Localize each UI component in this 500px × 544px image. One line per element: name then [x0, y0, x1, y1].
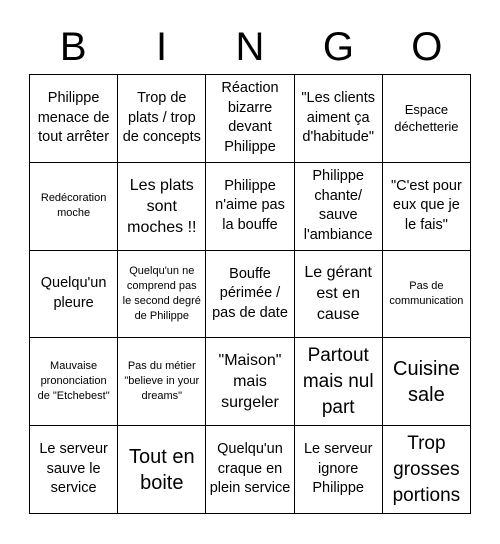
bingo-cell[interactable]: [206, 75, 294, 163]
cell-text: Le serveur ignore Philippe: [303, 441, 373, 497]
cell-text: Espace déchetterie: [394, 102, 459, 135]
bingo-cell[interactable]: [383, 251, 471, 339]
bingo-grid: [29, 74, 471, 514]
bingo-cell[interactable]: [383, 426, 471, 514]
cell-text: Trop de plats / trop de concepts: [122, 90, 201, 146]
cell-text: Les plats sont moches !!: [127, 176, 197, 236]
cell-text: "Maison" mais surgeler: [218, 352, 282, 412]
cell-text: "C'est pour eux que je le fais": [391, 177, 462, 233]
bingo-cell[interactable]: [30, 338, 118, 426]
header-letter-b: B: [59, 25, 87, 69]
header-letter-o: O: [411, 25, 443, 69]
bingo-cell[interactable]: [118, 426, 206, 514]
bingo-cell[interactable]: [206, 426, 294, 514]
cell-text: Quelqu'un craque en plein service: [209, 441, 291, 497]
bingo-cell[interactable]: [383, 338, 471, 426]
bingo-cell[interactable]: [118, 75, 206, 163]
bingo-cell[interactable]: [118, 163, 206, 251]
cell-text: Tout en boite: [128, 445, 195, 494]
cell-text: Quelqu'un pleure: [40, 275, 107, 311]
bingo-cell[interactable]: [383, 163, 471, 251]
cell-text: Trop grosses portions: [392, 432, 461, 506]
bingo-cell[interactable]: [295, 338, 383, 426]
cell-text: Bouffe périmée / pas de date: [212, 265, 288, 321]
cell-text: Partout mais nul part: [302, 344, 374, 418]
bingo-cell[interactable]: [295, 75, 383, 163]
bingo-cell[interactable]: [206, 338, 294, 426]
bingo-cell[interactable]: [30, 75, 118, 163]
cell-text: Réaction bizarre devant Philippe: [221, 80, 279, 155]
cell-text: Redécoration moche: [40, 192, 107, 220]
bingo-cell[interactable]: [206, 163, 294, 251]
cell-text: Pas du métier "believe in your dreams": [124, 360, 200, 403]
cell-text: Philippe chante/ sauve l'ambiance: [303, 168, 373, 243]
cell-text: "Les clients aiment ça d'habitude": [301, 90, 376, 146]
cell-text: Philippe menace de tout arrêter: [37, 90, 110, 146]
bingo-cell[interactable]: [118, 251, 206, 339]
header-letter-g: G: [322, 25, 354, 69]
cell-text: Le gérant est en cause: [304, 264, 372, 324]
bingo-cell[interactable]: [295, 251, 383, 339]
bingo-cell[interactable]: [30, 426, 118, 514]
header-letter-i: I: [156, 25, 168, 69]
cell-text: Philippe n'aime pas la bouffe: [215, 177, 285, 233]
bingo-header: [29, 22, 471, 72]
cell-text: Le serveur sauve le service: [39, 441, 108, 497]
bingo-cell[interactable]: [383, 75, 471, 163]
bingo-cell[interactable]: [118, 338, 206, 426]
cell-text: Quelqu'un ne comprend pas le second degré de Philippe: [122, 264, 201, 322]
cell-text: Pas de communication: [389, 279, 464, 307]
header-letter-n: N: [235, 25, 265, 69]
cell-text: Cuisine sale: [393, 357, 460, 406]
cell-text: Mauvaise prononciation de "Etchebest": [37, 360, 110, 403]
bingo-cell[interactable]: [295, 163, 383, 251]
bingo-cell[interactable]: [295, 426, 383, 514]
bingo-cell[interactable]: [30, 163, 118, 251]
bingo-cell[interactable]: [30, 251, 118, 339]
bingo-cell[interactable]: [206, 251, 294, 339]
